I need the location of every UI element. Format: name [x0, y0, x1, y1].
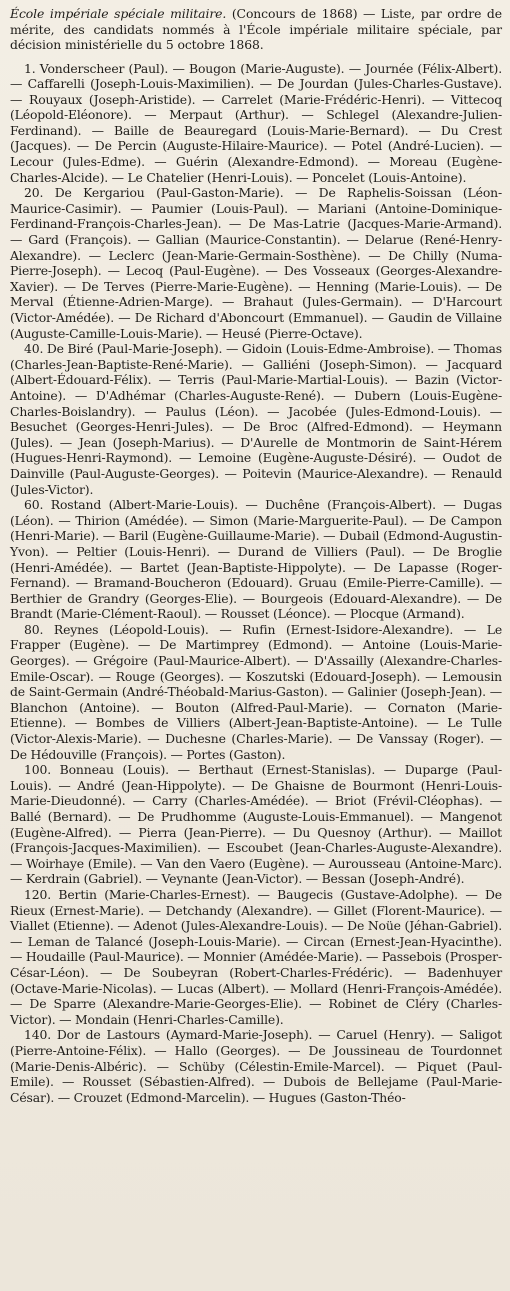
rank-block-100: 100. Bonneau (Louis). — Berthaut (Ernest-Stanislas). — Duparge (Paul-Louis). — André (Jean-Hippolyte). — De Ghaisne de Bourmont (Henri-Louis-Marie-Dieudonné). — Carry (Charles-Amédée). — Briot (Frévil-Cléophas). — Ballé (Bernard). — De Prudhomme (Auguste-Louis-Emmanuel). — Mangenot (Eugène-Alfred). — Pierra (Jean-Pierre). — Du Quesnoy (Arthur). — Maillot (François-Jacques-Maximilien). — Escoubet (Jean-Charles-Auguste-Alexandre). — Woirhaye (Emile). — Van den Vaero (Eugène). — Aurousseau (Antoine-Marc). — Kerdrain (Gabriel). — Veynante (Jean-Victor). — Bessan (Joseph-André).	[10, 762, 502, 887]
rank-block-1: 1. Vonderscheer (Paul). — Bougon (Marie-Auguste). — Journée (Félix-Albert). — Caffarelli (Joseph-Louis-Maximilien). — De Jourdan (Jules-Charles-Gustave). — Rouyaux (Joseph-Aristide). — Carrelet (Marie-Frédéric-Henri). — Vittecoq (Léopold-Eléonore). — Merpaut (Arthur). — Schlegel (Alexandre-Julien-Ferdinand). — Baille de Beauregard (Louis-Marie-Bernard). — Du Crest (Jacques). — De Percin (Auguste-Hilaire-Maurice). — Potel (André-Lucien). — Lecour (Jules-Edme). — Guérin (Alexandre-Edmond). — Moreau (Eugène-Charles-Alcide). — Le Chatelier (Henri-Louis). — Poncelet (Louis-Antoine).	[10, 60, 502, 185]
list-intro: (Concours de 1868) — Liste, par ordre de mérite, des candidats nommés à l'École impériale militaire spéciale, par décision ministérielle du 5 octobre 1868.	[10, 6, 502, 52]
rank-block-120: 120. Bertin (Marie-Charles-Ernest). — Baugecis (Gustave-Adolphe). — De Rieux (Ernest-Marie). — Detchandy (Alexandre). — Gillet (Florent-Maurice). — Viallet (Etienne). — Adenot (Jules-Alexandre-Louis). — De Noüe (Jéhan-Gabriel). — Leman de Talancé (Joseph-Louis-Marie). — Circan (Ernest-Jean-Hyacinthe). — Houdaille (Paul-Maurice). — Monnier (Amédée-Marie). — Passebois (Prosper-César-Léon). — De Soubeyran (Robert-Charles-Frédéric). — Badenhuyer (Octave-Marie-Nicolas). — Lucas (Albert). — Mollard (Henri-François-Amédée). — De Sparre (Alexandre-Marie-Georges-Elie). — Robinet de Cléry (Charles-Victor). — Mondain (Henri-Charles-Camille).	[10, 886, 502, 1027]
rank-block-80: 80. Reynes (Léopold-Louis). — Rufin (Ernest-Isidore-Alexandre). — Le Frapper (Eugène). — De Martimprey (Edmond). — Antoine (Louis-Marie-Georges). — Grégoire (Paul-Maurice-Albert). — D'Assailly (Alexandre-Charles-Emile-Oscar). — Rouge (Georges). — Koszutski (Edouard-Joseph). — Lemousin de Saint-Germain (André-Théobald-Marius-Gaston). — Galinier (Joseph-Jean). — Blanchon (Antoine). — Bouton (Alfred-Paul-Marie). — Cornaton (Marie-Etienne). — Bombes de Villiers (Albert-Jean-Baptiste-Antoine). — Le Tulle (Victor-Alexis-Marie). — Duchesne (Charles-Marie). — De Vanssay (Roger). — De Hédouville (François). — Portes (Gaston).	[10, 621, 502, 762]
rank-block-140: 140. Dor de Lastours (Aymard-Marie-Joseph). — Caruel (Henry). — Saligot (Pierre-Antoine-Félix). — Hallo (Georges). — De Joussineau de Tourdonnet (Marie-Denis-Albéric). — Schüby (Célestin-Emile-Marcel). — Piquet (Paul-Emile). — Rousset (Sébastien-Alfred). — Dubois de Bellejame (Paul-Marie-César). — Crouzet (Edmond-Marcelin). — Hugues (Gaston-Théo-	[10, 1027, 502, 1105]
list-header	[10, 6, 502, 53]
institution-name: École impériale spéciale militaire.	[10, 6, 227, 21]
rank-block-60: 60. Rostand (Albert-Marie-Louis). — Duchêne (François-Albert). — Dugas (Léon). — Thirion (Amédée). — Simon (Marie-Marguerite-Paul). — De Campon (Henri-Marie). — Baril (Eugène-Guillaume-Marie). — Dubail (Edmond-Augustin-Yvon). — Peltier (Louis-Henri). — Durand de Villiers (Paul). — De Broglie (Henri-Amédée). — Bartet (Jean-Baptiste-Hippolyte). — De Lapasse (Roger-Fernand). — Bramand-Boucheron (Edouard). Gruau (Emile-Pierre-Camille). — Berthier de Grandry (Georges-Elie). — Bourgeois (Edouard-Alexandre). — De Brandt (Marie-Clément-Raoul). — Rousset (Léonce). — Plocque (Armand).	[10, 497, 502, 622]
rank-block-20: 20. De Kergariou (Paul-Gaston-Marie). — De Raphelis-Soissan (Léon-Maurice-Casimir). — Paumier (Louis-Paul). — Mariani (Antoine-Dominique-Ferdinand-François-Charles-Jean). — De Mas-Latrie (Jacques-Marie-Armand). — Gard (François). — Gallian (Maurice-Constantin). — Delarue (René-Henry-Alexandre). — Leclerc (Jean-Marie-Germain-Sosthène). — De Chilly (Numa-Pierre-Joseph). — Lecoq (Paul-Eugène). — Des Vosseaux (Georges-Alexandre-Xavier). — De Terves (Pierre-Marie-Eugène). — Henning (Marie-Louis). — De Merval (Étienne-Adrien-Marge). — Brahaut (Jules-Germain). — D'Harcourt (Victor-Amédée). — De Richard d'Aboncourt (Emmanuel). — Gaudin de Villaine (Auguste-Camille-Louis-Marie). — Heusé (Pierre-Octave).	[10, 185, 502, 341]
candidate-list	[10, 61, 502, 1106]
rank-block-40: 40. De Biré (Paul-Marie-Joseph). — Gidoin (Louis-Edme-Ambroise). — Thomas (Charles-Jean-Baptiste-René-Marie). — Galliéni (Joseph-Simon). — Jacquard (Albert-Édouard-Félix). — Terris (Paul-Marie-Martial-Louis). — Bazin (Victor-Antoine). — D'Adhémar (Charles-Auguste-René). — Dubern (Louis-Eugène-Charles-Boislandry). — Paulus (Léon). — Jacobée (Jules-Edmond-Louis). — Besuchet (Georges-Henri-Jules). — De Broc (Alfred-Edmond). — Heymann (Jules). — Jean (Joseph-Marius). — D'Aurelle de Montmorin de Saint-Hérem (Hugues-Henri-Raymond). — Lemoine (Eugène-Auguste-Désiré). — Oudot de Dainville (Paul-Auguste-Georges). — Poitevin (Maurice-Alexandre). — Renauld (Jules-Victor).	[10, 341, 502, 497]
